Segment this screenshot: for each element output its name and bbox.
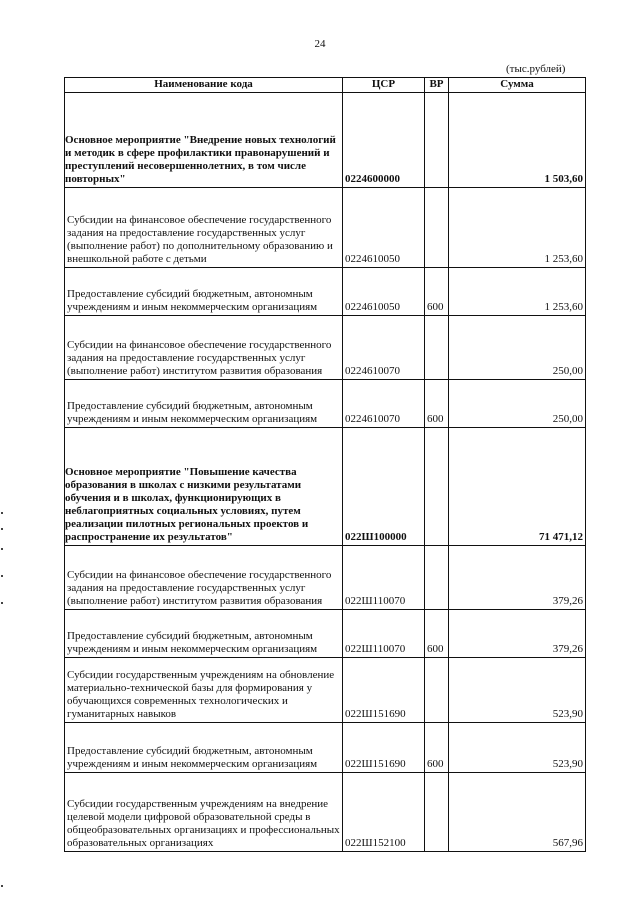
row-vr — [425, 428, 449, 546]
scan-dot — [1, 528, 3, 530]
row-name: Субсидии государственным учреждениям на обновление материально-технической базы для формирования у обучающихся современных технологических и гуманитарных навыков — [65, 658, 343, 723]
budget-table — [64, 77, 586, 852]
row-csr: 0224610070 — [343, 380, 425, 428]
row-vr: 600 — [425, 723, 449, 773]
row-sum: 1 253,60 — [449, 268, 586, 316]
table-row — [65, 268, 586, 316]
table-header-row — [65, 78, 586, 93]
row-name: Субсидии государственным учреждениям на внедрение целевой модели цифровой образовательной среды в общеобразовательных организациях и профессиональных образовательных организациях — [65, 773, 343, 852]
scan-dot — [1, 512, 3, 514]
scan-dot — [1, 575, 3, 577]
row-csr: 0224600000 — [343, 93, 425, 188]
units-label: (тыс.рублей) — [506, 63, 566, 75]
row-name: Основное мероприятие "Внедрение новых технологий и методик в сфере профилактики правонарушений и преступлений несовершеннолетних, в том числе повторных" — [65, 93, 343, 188]
row-vr — [425, 188, 449, 268]
row-csr: 0224610050 — [343, 268, 425, 316]
table-row — [65, 546, 586, 610]
row-sum: 250,00 — [449, 316, 586, 380]
row-vr — [425, 658, 449, 723]
row-sum: 523,90 — [449, 658, 586, 723]
row-sum: 523,90 — [449, 723, 586, 773]
table-row — [65, 380, 586, 428]
row-vr — [425, 316, 449, 380]
row-vr — [425, 93, 449, 188]
row-csr: 022Ш151690 — [343, 723, 425, 773]
header-name: Наименование кода — [65, 78, 343, 93]
row-sum: 250,00 — [449, 380, 586, 428]
row-name: Предоставление субсидий бюджетным, автономным учреждениям и иным некоммерческим организациям — [65, 380, 343, 428]
row-name: Субсидии на финансовое обеспечение государственного задания на предоставление государственных услуг (выполнение работ) по дополнительному образованию и внешкольной работе с детьми — [65, 188, 343, 268]
header-sum: Сумма — [449, 78, 586, 93]
scan-dot — [1, 548, 3, 550]
row-sum: 1 253,60 — [449, 188, 586, 268]
row-name: Субсидии на финансовое обеспечение государственного задания на предоставление государственных услуг (выполнение работ) институтом развития образования — [65, 546, 343, 610]
header-csr: ЦСР — [343, 78, 425, 93]
table-row — [65, 93, 586, 188]
table-row — [65, 773, 586, 852]
row-name: Предоставление субсидий бюджетным, автономным учреждениям и иным некоммерческим организациям — [65, 610, 343, 658]
row-vr — [425, 773, 449, 852]
table-row — [65, 658, 586, 723]
row-csr: 0224610070 — [343, 316, 425, 380]
table-row — [65, 188, 586, 268]
header-vr: ВР — [425, 78, 449, 93]
table-row — [65, 428, 586, 546]
row-name: Предоставление субсидий бюджетным, автономным учреждениям и иным некоммерческим организациям — [65, 268, 343, 316]
row-csr: 022Ш100000 — [343, 428, 425, 546]
row-vr: 600 — [425, 380, 449, 428]
scan-dot — [1, 885, 3, 887]
row-csr: 022Ш110070 — [343, 610, 425, 658]
page-number: 24 — [314, 38, 326, 50]
table-row — [65, 610, 586, 658]
row-sum: 379,26 — [449, 546, 586, 610]
row-sum: 379,26 — [449, 610, 586, 658]
row-csr: 022Ш110070 — [343, 546, 425, 610]
table-row — [65, 723, 586, 773]
row-name: Субсидии на финансовое обеспечение государственного задания на предоставление государственных услуг (выполнение работ) институтом развития образования — [65, 316, 343, 380]
row-sum: 71 471,12 — [449, 428, 586, 546]
row-vr: 600 — [425, 268, 449, 316]
row-csr: 0224610050 — [343, 188, 425, 268]
row-sum: 1 503,60 — [449, 93, 586, 188]
row-csr: 022Ш151690 — [343, 658, 425, 723]
table-row — [65, 316, 586, 380]
scan-dot — [1, 602, 3, 604]
row-vr: 600 — [425, 610, 449, 658]
row-csr: 022Ш152100 — [343, 773, 425, 852]
row-sum: 567,96 — [449, 773, 586, 852]
row-vr — [425, 546, 449, 610]
row-name: Предоставление субсидий бюджетным, автономным учреждениям и иным некоммерческим организациям — [65, 723, 343, 773]
row-name: Основное мероприятие "Повышение качества образования в школах с низкими результатами обучения и в школах, функционирующих в неблагоприятных социальных условиях, путем реализации пилотных региональных проектов и распространение их результатов" — [65, 428, 343, 546]
